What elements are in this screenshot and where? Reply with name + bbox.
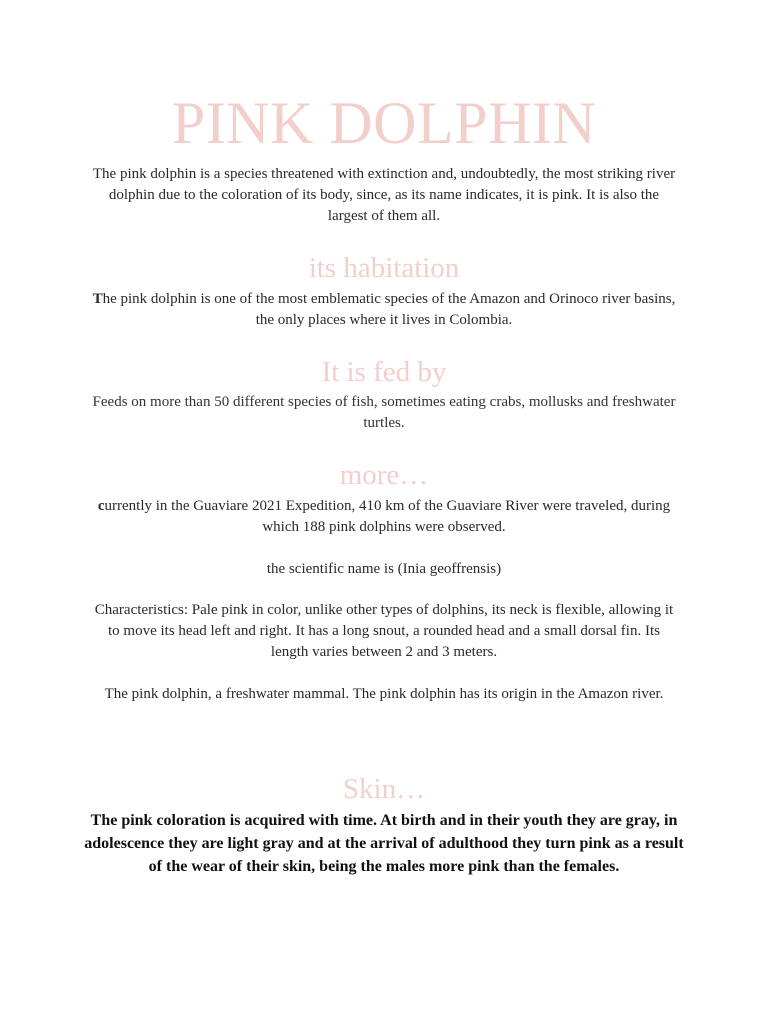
habitation-text: he pink dolphin is one of the most emblematic species of the Amazon and Orinoco river basins, the only places where it lives in Colombia. — [102, 291, 676, 328]
intro-paragraph: The pink dolphin is a species threatened with extinction and, undoubtedly, the most striking river dolphin due to the coloration of its body, since, as its name indicates, it is pink. It is also the largest of them all. — [92, 166, 676, 224]
skin-paragraph: The pink coloration is acquired with time. At birth and in their youth they are gray, in adolescence they are light gray and at the arrival of adulthood they turn pink as a result of the wear of their skin, being the males more pink than the females. — [84, 812, 684, 875]
fed-paragraph: Feeds on more than 50 different species of fish, sometimes eating crabs, mollusks and freshwater turtles. — [92, 394, 676, 431]
page-title: PINK DOLPHIN — [171, 90, 597, 156]
more-paragraph-2: the scientific name is (Inia geoffrensis) — [266, 561, 502, 577]
habitation-paragraph — [90, 289, 678, 331]
more-paragraph-4: The pink dolphin, a freshwater mammal. The pink dolphin has its origin in the Amazon river. — [104, 686, 664, 702]
more-dropcap: c — [97, 498, 105, 514]
more-heading: more… — [339, 459, 429, 491]
more-paragraph-1 — [90, 496, 678, 538]
fed-heading: It is fed by — [321, 356, 447, 388]
habitation-heading: its habitation — [308, 252, 460, 284]
more-text-1: urrently in the Guaviare 2021 Expedition, 410 km of the Guaviare River were traveled, during which 188 pink dolphins were observed. — [104, 498, 671, 535]
skin-heading: Skin… — [342, 773, 426, 805]
more-paragraph-3: Characteristics: Pale pink in color, unlike other types of dolphins, its neck is flexible, allowing it to move its head left and right. It has a long snout, a rounded head and a small dorsal fin. Its length varies between 2 and 3 meters. — [94, 602, 674, 660]
habitation-dropcap: T — [92, 291, 103, 307]
